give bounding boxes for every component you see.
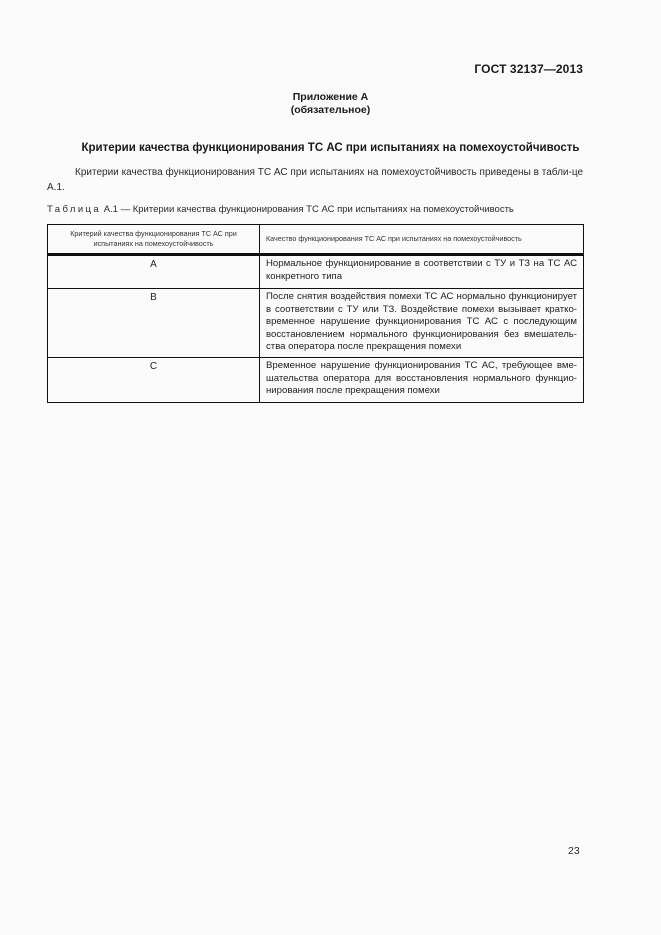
column-header-criterion: Критерий качества функционирования ТС АС при испытаниях на помехоустойчивость [48,225,260,255]
table-row [48,289,584,358]
description-cell: После снятия воздействия помехи ТС АС нормально функционирует в соответствии с ТУ или ТЗ. Воздействие помехи вызывает кратко-временное нарушение функционирования ТС АС с последующим восстановлением нормального функционирования без вмешатель-ства оператора после прекращения помехи [260,289,584,358]
intro-paragraph: Критерии качества функционирования ТС АС при испытаниях на помехоустойчивость приведены в табли-це А.1. [47,167,583,193]
section-title: Критерии качества функционирования ТС АС при испытаниях на помехоустойчивость [81,142,580,154]
table-caption-label: Таблица [47,204,102,215]
table-header-row [48,225,584,255]
description-cell: Временное нарушение функционирования ТС АС, требующее вме-шательства оператора для восстановления нормального функцио-нирования после прекращения помехи [260,357,584,402]
table-caption [47,204,514,215]
criterion-cell: А [48,255,260,289]
page-number: 23 [568,845,580,857]
appendix-title: Приложение А [292,91,369,103]
table-caption-text: А.1 — Критерии качества функционирования ТС АС при испытаниях на помехоустойчивость [101,204,514,215]
appendix-status: (обязательное) [290,104,371,116]
column-header-quality: Качество функционирования ТС АС при испытаниях на помехоустойчивость [260,225,584,255]
standard-code: ГОСТ 32137—2013 [474,62,583,76]
table-row [48,357,584,402]
criteria-table [47,224,584,403]
criterion-cell: В [48,289,260,358]
table-row [48,255,584,289]
appendix-heading [0,91,661,117]
description-cell: Нормальное функционирование в соответствии с ТУ и ТЗ на ТС АС конкретного типа [260,255,584,289]
criterion-cell: С [48,357,260,402]
